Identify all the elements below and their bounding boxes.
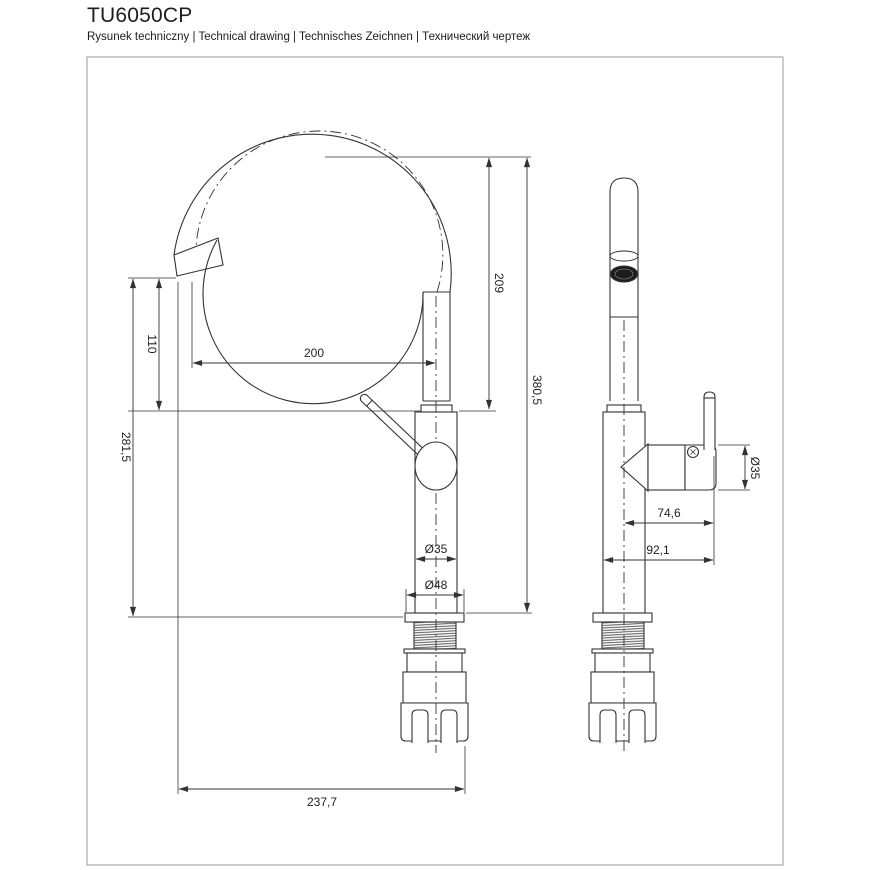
dim-total-height: 380,5 [530,374,544,406]
dim-handle-reach: 74,6 [657,506,681,520]
mounting-nut-front [401,703,468,741]
dim-spout-height: 209 [492,272,506,294]
thread-side [602,622,644,649]
handle-lever-side [704,392,715,450]
base-flange-front [405,613,464,622]
dim-base-diameter: Ø48 [424,578,448,592]
dim-body-diameter: Ø35 [424,542,448,556]
mounting-nut-side [589,703,656,741]
dim-handle-diameter: Ø35 [748,456,762,480]
dim-side-reach: 92,1 [646,543,670,557]
handle-ball-joint [415,442,457,490]
dim-total-depth: 237,7 [306,795,338,809]
product-code: TU6050CP [87,4,193,27]
aerator [611,266,638,282]
dim-outlet-to-body: 110 [145,334,159,354]
base-flange-side [593,613,652,622]
drawing-subtitle: Rysunek techniczny | Technical drawing | Technisches Zeichnen | Технический чертеж [87,31,531,43]
thread-front [414,622,456,649]
dim-spout-reach: 200 [303,346,325,360]
dim-outlet-height: 281,5 [119,431,133,463]
